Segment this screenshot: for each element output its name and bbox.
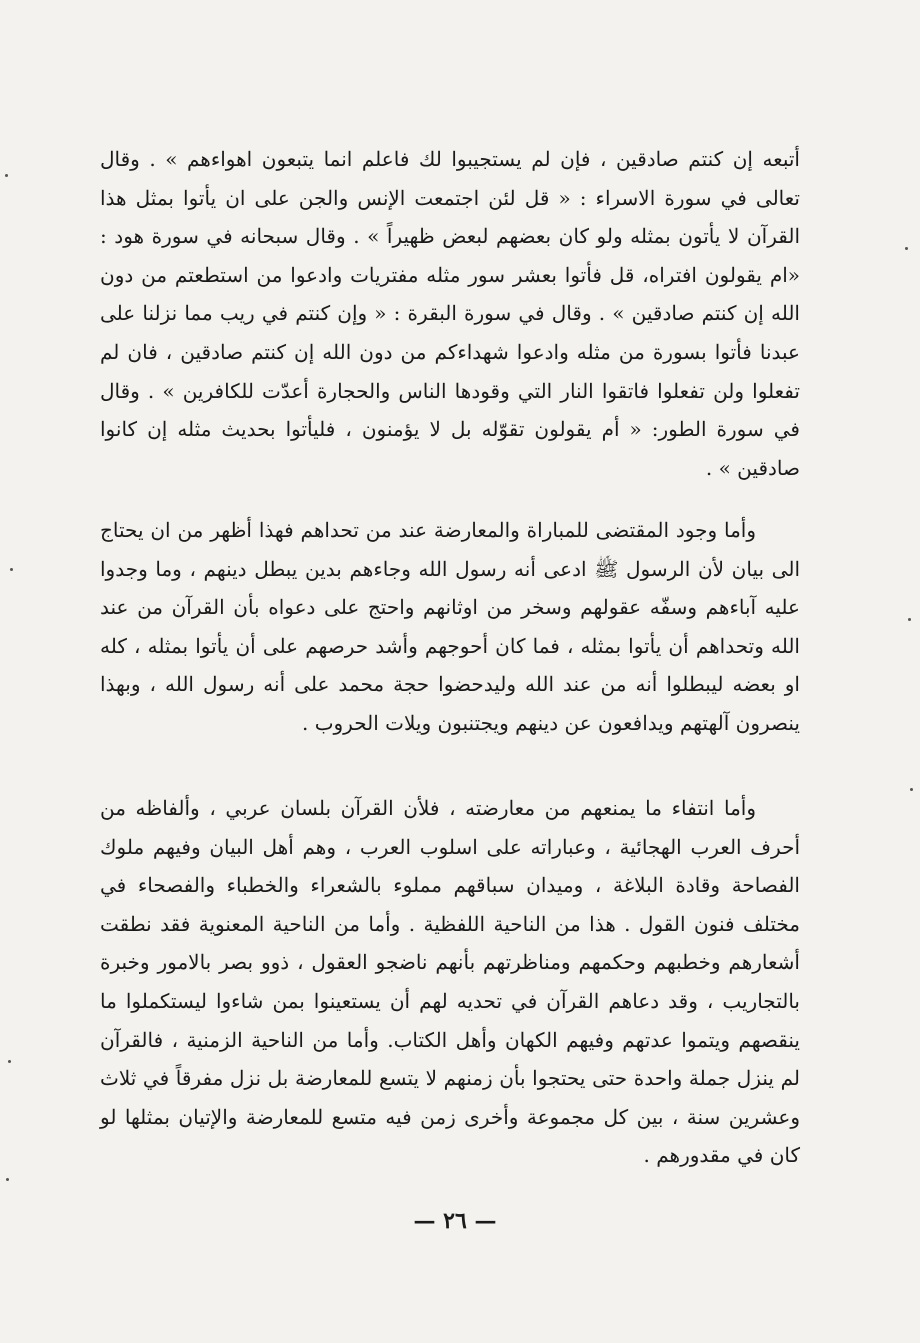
page-number: — ٢٦ —	[413, 1208, 497, 1234]
scan-speck	[905, 247, 908, 250]
paragraph-text: أتبعه إن كنتم صادقين ، فإن لم يستجيبوا لك فاعلم انما يتبعون اهواءهم » . وقال تعالى في سورة الاسراء : « قل لئن اجتمعت الإنس والجن على ان يأتوا بمثل هذا القرآن لا يأتون بمثله ولو كان بعضهم لبعض ظهيراً » . وقال سبحانه في سورة هود : «ام يقولون افتراه، قل فأتوا بعشر سور مثله مفتريات وادعوا من استطعتم من دون الله إن كنتم صادقين » . وقال في سورة البقرة : « وإن كنتم في ريب مما نزلنا على عبدنا فأتوا بسورة من مثله وادعوا شهداءكم من دون الله إن كنتم صادقين ، فان لم تفعلوا ولن تفعلوا فاتقوا النار التي وقودها الناس والحجارة أعدّت للكافرين » . وقال في سورة الطور: « أم يقولون تقوّله بل لا يؤمنون ، فليأتوا بحديث مثله إن كانوا صادقين » .	[100, 147, 800, 480]
scan-speck	[10, 568, 13, 571]
scan-speck	[908, 618, 911, 621]
scan-speck	[6, 1178, 9, 1181]
scan-speck	[910, 788, 913, 791]
paragraph-text: وأما انتفاء ما يمنعهم من معارضته ، فلأن القرآن بلسان عربي ، وألفاظه من أحرف العرب الهجائية ، وعباراته على اسلوب العرب ، وهم أهل البيان وفيهم ملوك الفصاحة وقادة البلاغة ، وميدان سباقهم مملوء بالشعراء والخطباء والفصحاء في مختلف فنون القول . هذا من الناحية اللفظية . وأما من الناحية المعنوية فقد نطقت أشعارهم وخطبهم وحكمهم ومناظرتهم بأنهم ناضجو العقول ، ذوو بصر بالامور وخبرة بالتجاريب ، وقد دعاهم القرآن في تحديه لهم أن يستعينوا بمن شاءوا ليستكملوا ما ينقصهم ويتموا عدتهم وفيهم الكهان وأهل الكتاب. وأما من الناحية الزمنية ، فالقرآن لم ينزل جملة واحدة حتى يحتجوا بأن زمنهم لا يتسع للمعارضة بل نزل مفرقاً في ثلاث وعشرين سنة ، بين كل مجموعة وأخرى زمن فيه متسع للمعارضة والإتيان بمثلها لو كان في مقدورهم .	[100, 796, 800, 1168]
scan-speck	[5, 174, 8, 177]
scan-speck	[8, 1060, 11, 1063]
paragraph-text: وأما وجود المقتضى للمباراة والمعارضة عند من تحداهم فهذا أظهر من ان يحتاج الى بيان لأن الرسول ﷺ ادعى أنه رسول الله وجاءهم بدين يبطل دينهم ، وما وجدوا عليه آباءهم وسفّه عقولهم وسخر من اوثانهم واحتج على دعواه بأن القرآن من عند الله وتحداهم أن يأتوا بمثله ، فما كان أحوجهم وأشد حرصهم على أن يأتوا بمثله ، كله او بعضه ليبطلوا أنه من عند الله وليدحضوا حجة محمد على أنه رسول الله ، وبهذا ينصرون آلهتهم ويدافعون عن دينهم ويجتنبون ويلات الحروب .	[100, 518, 800, 735]
paragraph-absence-of-obstacles	[100, 789, 800, 1175]
paragraph-motive-for-contest	[100, 511, 800, 743]
paragraph-quran-challenge-verses	[100, 140, 800, 487]
